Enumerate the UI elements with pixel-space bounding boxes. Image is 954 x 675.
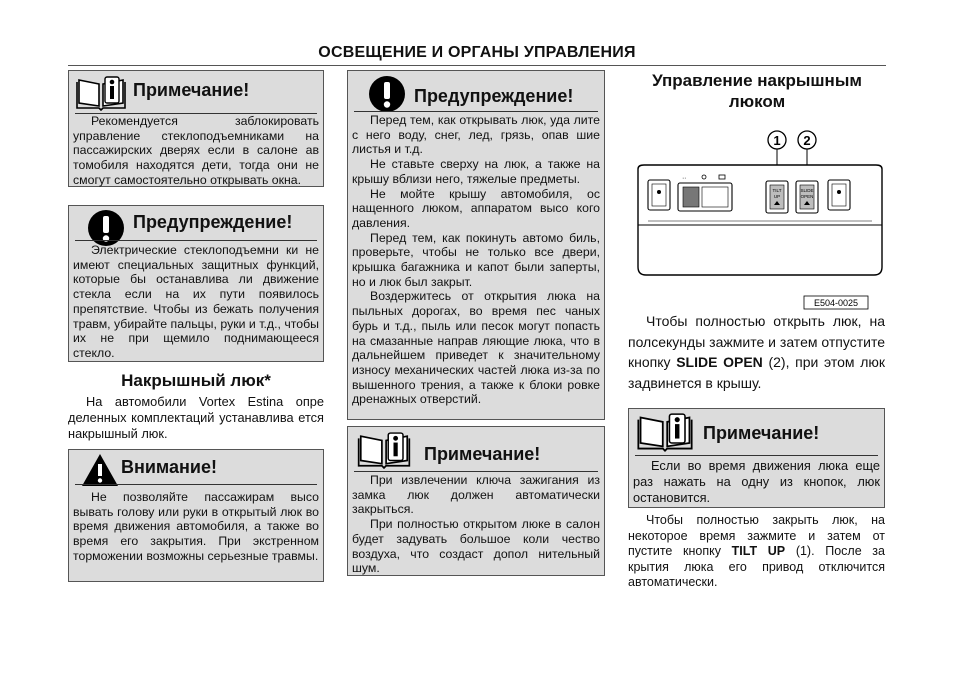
exclamation-circle-icon [87,209,125,247]
slide-open-label-2: OPEN [800,194,814,199]
close-text-2: (1). После за крытия люка его привод отключится автоматически. [628,544,885,589]
warning-title: Предупреждение! [133,212,293,232]
note-paragraph: При извлечении ключа зажигания из замка люк должен автоматически закрыться. [352,473,600,517]
title-rule [75,484,317,485]
sunroof-control-title: Управление накрышным люком [652,71,862,111]
open-instructions [628,311,885,393]
caution-box [68,449,324,582]
caution-paragraph: Не позволяйте пассажирам высо вывать голову или руки в открытый люк во время движения автомобиля, а также во время его закрытия. При экстренном торможении возможны серьезные травмы. [73,490,319,563]
slide-open-ref: SLIDE OPEN [676,354,763,370]
slide-open-label-1: SLIDE [800,188,814,193]
warning-paragraph: Перед тем, как открывать люк, уда лите с него воду, снег, лед, грязь, опав шие листья и т.д. [352,113,600,157]
tilt-up-label-1: TILT [772,188,782,193]
warning-paragraph: Не ставьте сверху на люк, а также на крышу вблизи него, тяжелые предметы. [352,157,600,186]
callout-1-label: 1 [773,133,781,148]
warning-text [352,113,600,407]
note-title: Примечание! [133,80,250,100]
tilt-up-label-2: UP [773,194,781,199]
warning-paragraph: Не мойте крышу автомобиля, ос нащенного люком, аппаратом высо кого давления. [352,186,600,230]
note-text [633,458,880,506]
warning-box-1 [68,205,324,362]
note-text [73,114,319,188]
title-rule [354,471,598,472]
note-box-3 [628,408,885,508]
open-text-1: Чтобы полностью открыть люк, на полсекунды зажмите и затем отпустите кнопку [628,313,885,370]
tilt-up-button[interactable] [766,181,788,213]
close-instructions [628,513,885,591]
sunroof-intro [68,394,324,441]
book-info-icon [635,413,695,453]
note-title: Примечание! [703,423,820,443]
sunroof-section-title: Накрышный люк* [121,371,271,390]
note-paragraph: Если во время движения люка еще раз нажать на одну из кнопок, люк остановится. [633,458,880,505]
warning-paragraph: Воздержитесь от открытия люка на пыльных дорогах, во время пес чаных бурь и т.д., пыль или песок могут попасть на смазанные направ ляющие люка, что в дальнейшем приведет к значительному износу механических частей люка из-за по вышенного трения, а также к блоки ровке дренажных отверстий. [352,289,600,407]
warning-box-2 [347,70,605,420]
title-rule [635,455,878,456]
note-text [352,473,600,576]
note-box-2 [347,426,605,576]
page-header: ОСВЕЩЕНИЕ И ОРГАНЫ УПРАВЛЕНИЯ [318,44,636,61]
warning-triangle-icon [81,453,119,487]
caution-text [73,490,319,564]
title-rule [354,111,598,112]
note-title: Примечание! [424,444,541,464]
exclamation-circle-icon [368,75,406,113]
warning-text [73,243,319,361]
title-rule [75,240,317,241]
callout-2-label: 2 [803,133,811,148]
figure-code: E504-0025 [813,298,859,308]
book-info-icon [356,432,412,470]
book-info-icon [75,76,127,112]
svg-text:·∙: ·∙ [682,175,687,182]
slide-open-button[interactable] [796,181,818,213]
note-paragraph: При полностью открытом люке в салон будет задувать большое коли чество воздуха, что создаст допол нительный шум. [352,517,600,576]
warning-paragraph: Электрические стеклоподъемни ки не имеют специальных защитных функций, которые бы останавлива ли движение стекла если на их пути появилось препятствие. Чтобы из бежать получения травм, убирайте пальцы, руки и т.д., чтобы их не при щемило поднимающееся стекло. [73,243,319,360]
open-text-2: (2), при этом люк задвинется в крышу. [628,354,886,391]
caution-title: Внимание! [121,457,217,477]
note-paragraph: Рекомендуется заблокировать управление стеклоподъемниками на пассажирских дверях если в салоне ав томобиля находятся дети, тогда они не смогут самостоятельно открывать окна. [73,114,319,187]
tilt-up-ref: TILT UP [731,544,786,558]
sunroof-intro-paragraph: На автомобили Vortex Estina опре деленных комплектаций устанавлива ется накрышный люк. [68,394,324,441]
note-box-1 [68,70,324,187]
header-rule [68,65,886,66]
warning-title: Предупреждение! [414,86,574,106]
warning-paragraph: Перед тем, как покинуть автомо биль, проверьте, чтобы не только все двери, крышка багажника и капот были заперты, но и люк был закрыт. [352,230,600,289]
sunroof-control-panel-figure [630,125,890,315]
close-text-1: Чтобы полностью закрыть люк, на некоторое время зажмите и затем от пустите кнопку [628,513,885,558]
